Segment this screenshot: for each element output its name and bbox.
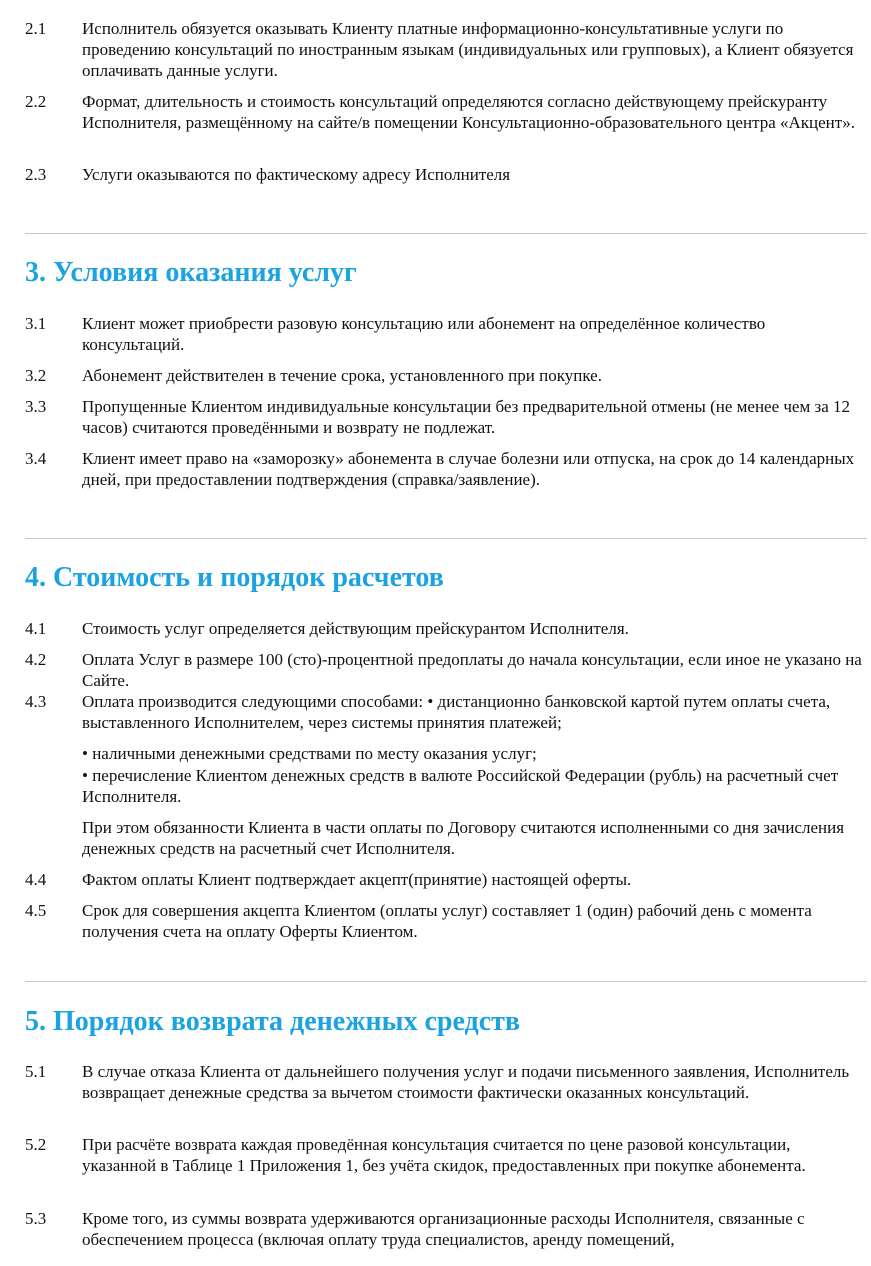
clause-number: 3.4: [25, 449, 47, 468]
clause-text: Формат, длительность и стоимость консультаций определяются согласно действующему прейскуранту Исполнителя, размещённому на сайте/в помещении Консультационно-образовательного центра «Акцент».: [82, 92, 855, 132]
clause-number: 5.1: [25, 1062, 47, 1081]
clause-text: Кроме того, из суммы возврата удерживаются организационные расходы Исполнителя, связанные с обеспечением процесса (включая оплату труда специалистов, аренду помещений,: [82, 1209, 805, 1249]
clause-text: Стоимость услуг определяется действующим прейскурантом Исполнителя.: [82, 619, 629, 638]
clause-text: Абонемент действителен в течение срока, установленного при покупке.: [82, 366, 602, 385]
clause-text: Оплата производится следующими способами: • дистанционно банковской картой путем оплаты счета, выставленного Исполнителем, через системы принятия платежей;: [82, 692, 831, 732]
clause-text: Клиент имеет право на «заморозку» абонемента в случае болезни или отпуска, на срок до 14 календарных дней, при предоставлении подтверждения (справка/заявление).: [82, 449, 855, 489]
clause-number: 4.1: [25, 619, 47, 638]
clause-number: 3.3: [25, 397, 47, 416]
clause-text: При расчёте возврата каждая проведённая консультация считается по цене разовой консультации, указанной в Таблице 1 Приложения 1, без учёта скидок, предоставленных при покупке абонемента.: [82, 1135, 806, 1175]
clause-number: 2.2: [25, 92, 47, 111]
clause-number: 4.5: [25, 901, 47, 920]
clause-number: 3.2: [25, 366, 47, 385]
clause-text: В случае отказа Клиента от дальнейшего получения услуг и подачи письменного заявления, Исполнитель возвращает денежные средства за вычетом стоимости фактически оказанных консультаций.: [82, 1062, 850, 1102]
clause-text: Оплата Услуг в размере 100 (сто)-процентной предоплаты до начала консультации, если иное не указано на Сайте.: [82, 650, 862, 690]
clause-number: 4.3: [25, 692, 47, 711]
clause-text: Пропущенные Клиентом индивидуальные консультации без предварительной отмены (не менее чем за 12 часов) считаются проведёнными и возврату не подлежат.: [82, 397, 850, 437]
section-divider: [25, 981, 867, 982]
clause-text: Срок для совершения акцепта Клиентом (оплаты услуг) составляет 1 (один) рабочий день с момента получения счета на оплату Оферты Клиентом.: [82, 901, 812, 941]
clause-text: • наличными денежными средствами по месту оказания услуг;: [82, 744, 537, 763]
section-5-title: 5. Порядок возврата денежных средств: [25, 1006, 521, 1037]
clause-text: Услуги оказываются по фактическому адресу Исполнителя: [82, 165, 511, 184]
clause-text: При этом обязанности Клиента в части оплаты по Договору считаются исполненными со дня зачисления денежных средств на расчетный счет Исполнителя.: [82, 818, 845, 858]
clause-number: 4.4: [25, 870, 47, 889]
section-divider: [25, 233, 867, 234]
section-3-title: 3. Условия оказания услуг: [25, 257, 357, 288]
clause-number: 4.2: [25, 650, 47, 669]
clause-text: Исполнитель обязуется оказывать Клиенту платные информационно-консультативные услуги по проведению консультаций по иностранным языкам (индивидуальных или групповых), а Клиент обязуется оплачивать данные услуги.: [82, 19, 854, 80]
section-4-title: 4. Стоимость и порядок расчетов: [25, 562, 444, 593]
section-divider: [25, 538, 867, 539]
clause-text: • перечисление Клиентом денежных средств в валюте Российской Федерации (рубль) на расчетный счет Исполнителя.: [82, 766, 839, 806]
clause-number: 5.2: [25, 1135, 47, 1154]
clause-text: Клиент может приобрести разовую консультацию или абонемент на определённое количество консультаций.: [82, 314, 766, 354]
clause-number: 3.1: [25, 314, 47, 333]
clause-number: 5.3: [25, 1209, 47, 1228]
clause-text: Фактом оплаты Клиент подтверждает акцепт(принятие) настоящей оферты.: [82, 870, 632, 889]
clause-number: 2.3: [25, 165, 47, 184]
clause-number: 2.1: [25, 19, 47, 38]
